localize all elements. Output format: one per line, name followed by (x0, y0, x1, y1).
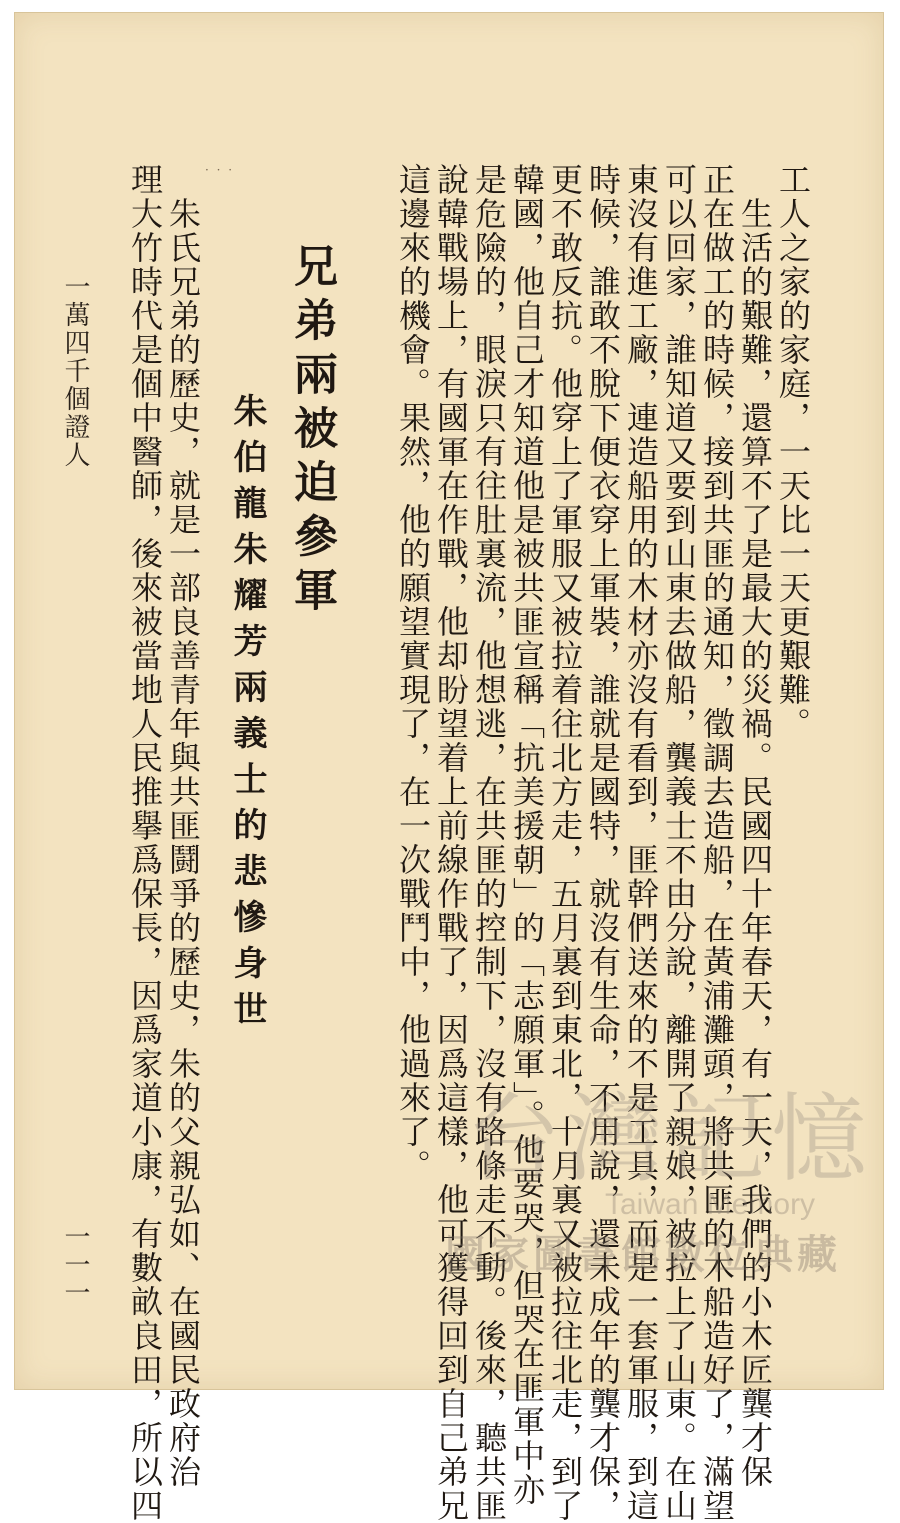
body-line-4: 可以回家，誰知道又要到山東去做船，龔義士不由分說，離開了親娘，被拉上了山東。在山 (660, 163, 698, 1523)
body-line-10: 說韓戰場上，有國軍在作戰，他却盼望着上前線作戰了，因爲這樣，他可獲得回到自己弟兄 (432, 163, 470, 1523)
watermark-institution: 國家圖書館數位典藏 (445, 1232, 841, 1278)
decorative-dots: · · · (205, 163, 235, 177)
body-line-5: 東沒有進工廠，連造船用的木材亦沒有看到，匪幹們送來的不是工具，而是一套軍服，到這 (622, 163, 660, 1523)
book-page (14, 12, 884, 1523)
article-subtitle: 朱伯龍朱耀芳兩義士的悲慘身世 (227, 393, 267, 1037)
body-line-9: 是危險的，眼淚只有往肚裏流，他想逃，在共匪的控制下，沒有路條走不動。後來，聽共匪 (470, 163, 508, 1523)
body-line-2: 生活的艱難，還算不了是最大的災禍。民國四十年春天，有一天，我們的小木匠龔才保 (736, 163, 774, 1489)
body-line-7: 更不敢反抗。他穿上了軍服又被拉着往北方走，五月裏到東北，十月裏又被拉往北走，到了 (546, 163, 584, 1523)
body-line-3: 正在做工的時候，接到共匪的通知，徵調去造船，在黃浦灘頭，將共匪的木船造好了，滿望 (698, 163, 736, 1523)
body-line-11: 這邊來的機會。果然，他的願望實現了，在一次戰鬥中，他過來了。 (394, 163, 432, 1183)
body-line-6: 時候，誰敢不脫下便衣穿上軍裝，誰就是國特，就沒有生命，不用說，還未成年的龔才保， (584, 163, 622, 1523)
article2-line-1: 朱氏兄弟的歷史，就是一部良善青年與共匪鬪爭的歷史，朱的父親弘如、在國民政府治 (164, 163, 202, 1489)
article-title: 兄弟兩被迫參軍 (286, 243, 337, 621)
watermark-english: Taiwan Memory (605, 1188, 816, 1221)
body-line-8: 韓國，他自己才知道他是被共匪宣稱「抗美援朝」的「志願軍」。他要哭，但哭在匪軍中亦 (508, 163, 546, 1507)
article2-line-2: 理大竹時代是個中醫師，後來被當地人民推擧爲保長，因爲家道小康，有數畝良田，所以四 (126, 163, 164, 1523)
watermark-chinese: 台灣記憶 (465, 1083, 873, 1195)
running-header-book-title: 一萬四千個證人 (60, 273, 90, 469)
library-watermark (435, 1063, 873, 1283)
body-line-1: 工人之家的家庭，一天比一天更艱難。 (774, 163, 812, 741)
page-number: 一一一 (60, 1223, 90, 1307)
